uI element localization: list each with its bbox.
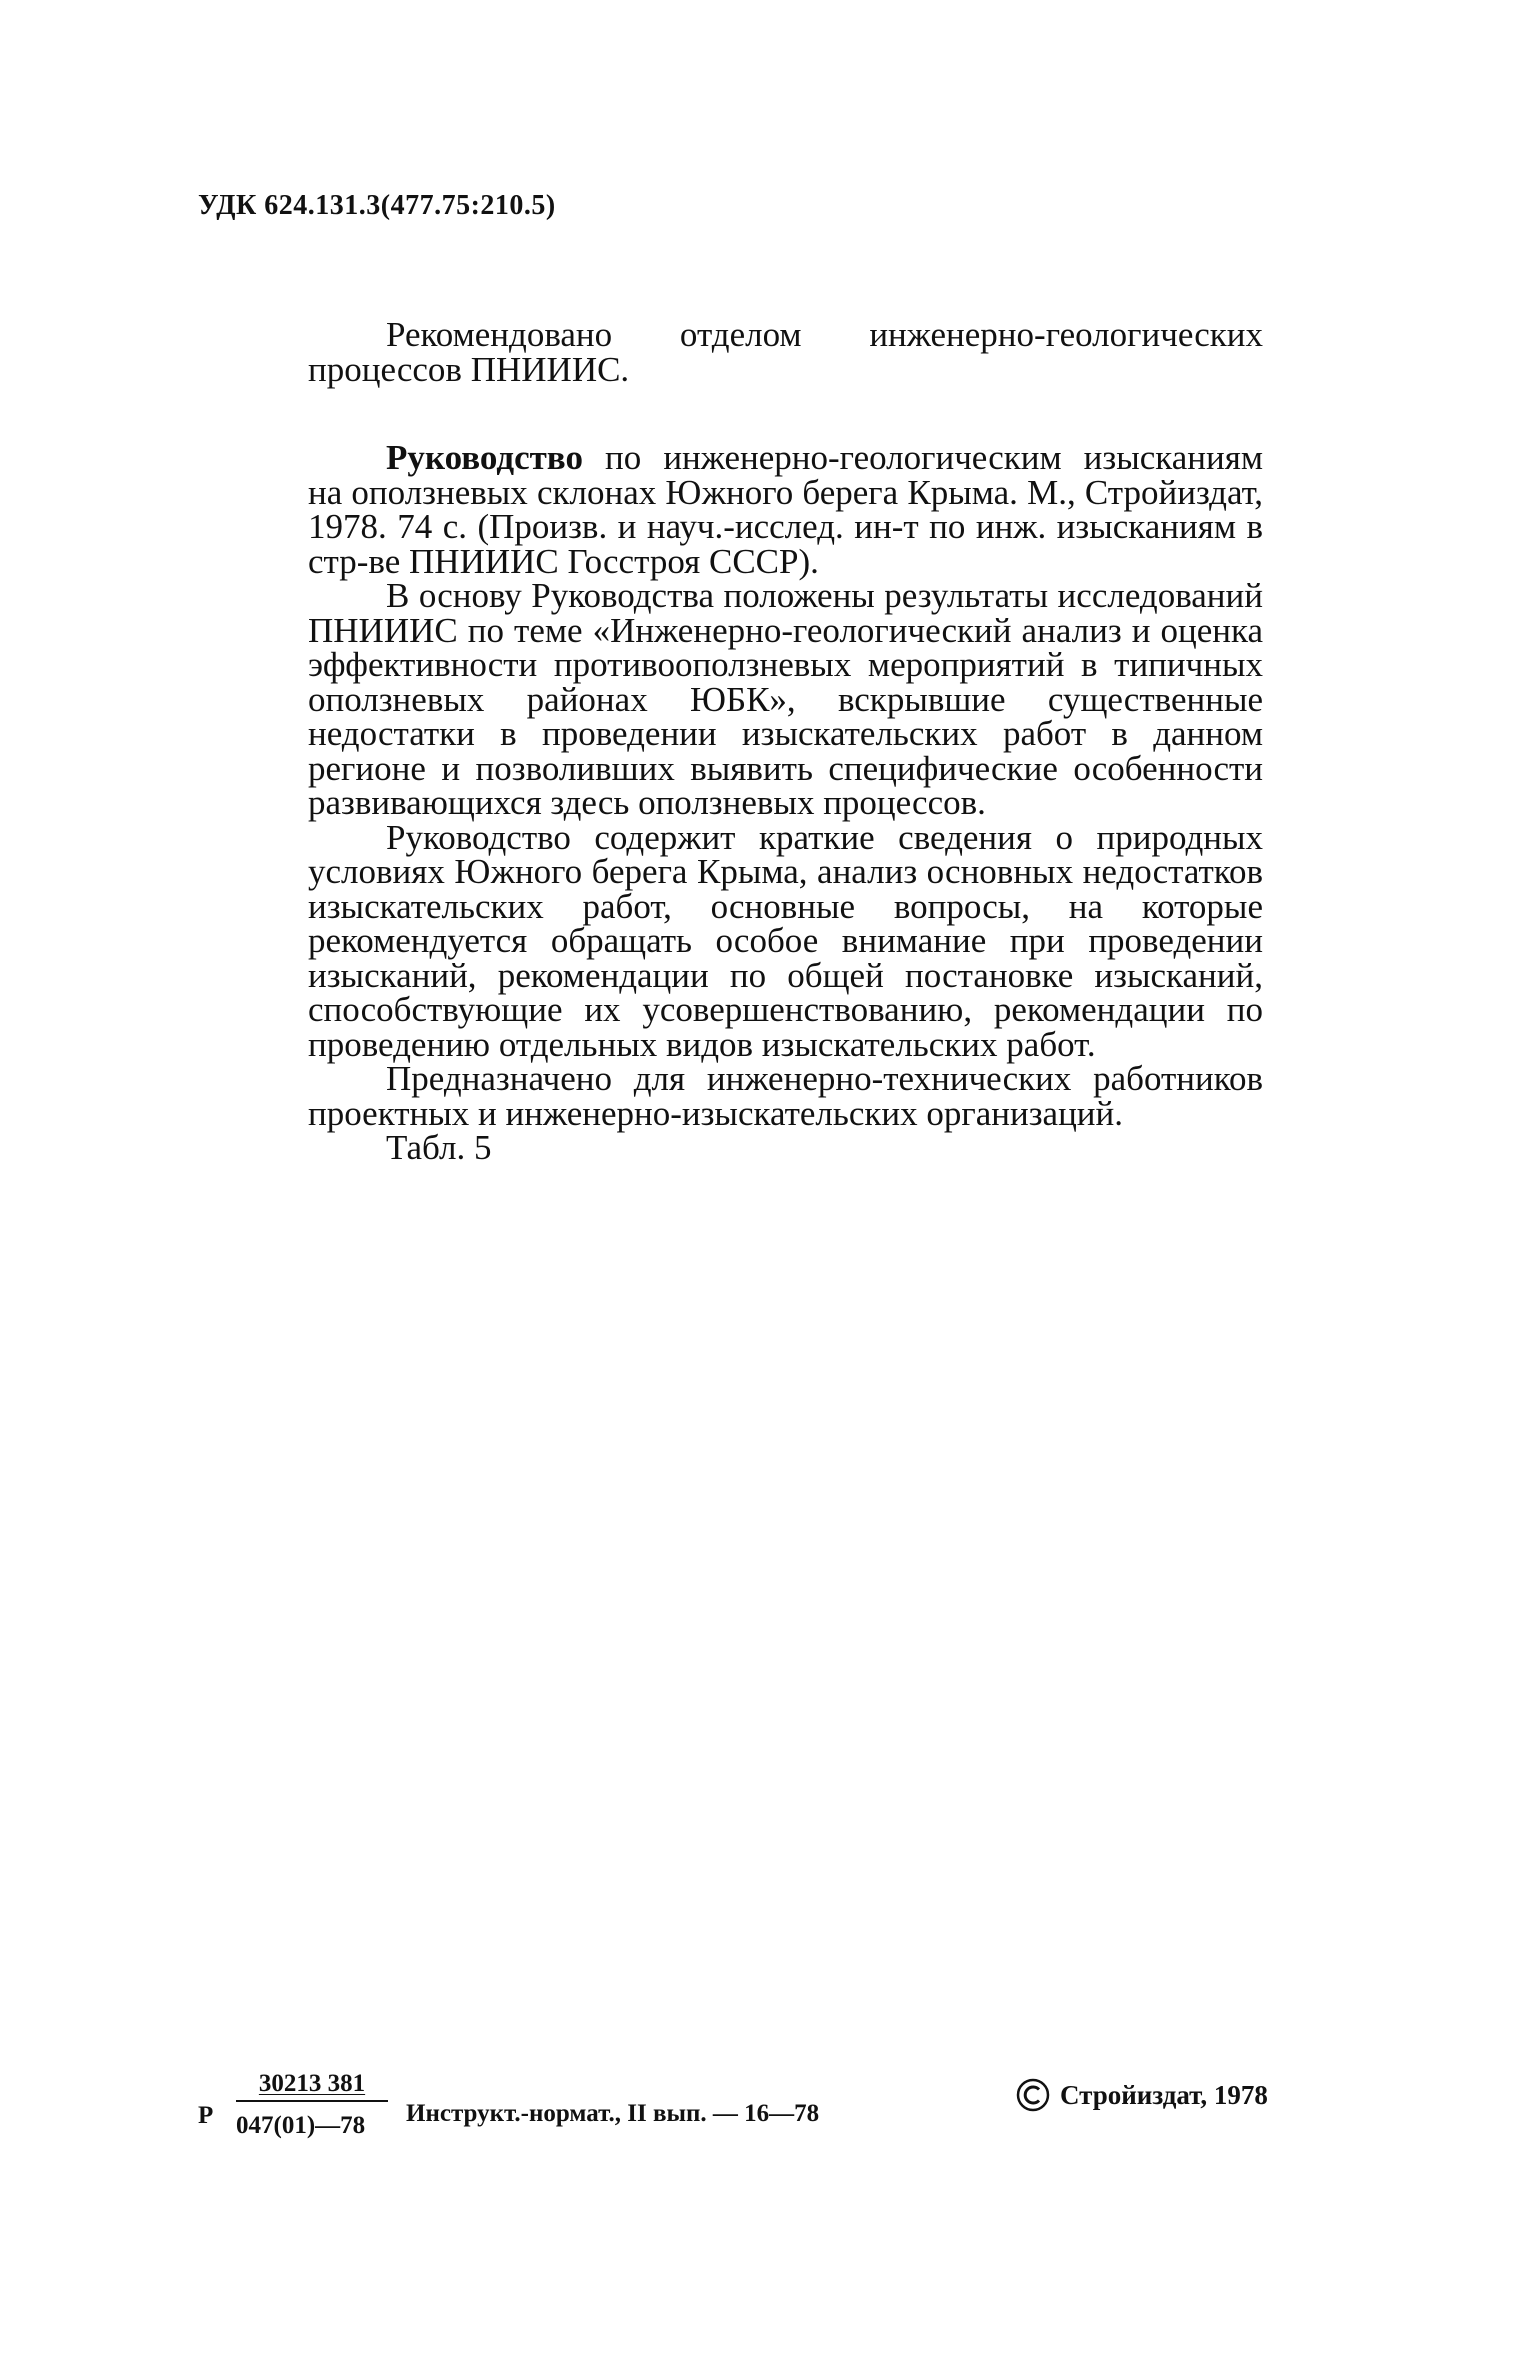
annotation-paragraph: Руководство содержит краткие сведения о природных условиях Южного берега Крыма, анализ основных недостатков изыскательских работ, основные вопросы, на которые рекомендуется обращать особое внимание при проведении изысканий, рекомендации по общей постановке изысканий, способствующие их усовершенствованию, рекомендации по проведению отдельных видов изыскательских работ.: [308, 817, 1263, 1064]
recommendation-note: Рекомендовано отделом инженерно-геологических процессов ПНИИИС.: [308, 315, 1263, 389]
udc-code: УДК 624.131.3(477.75:210.5): [198, 190, 556, 221]
index-numerator: 30213 381: [236, 2070, 388, 2102]
series-info: Инструкт.-нормат., II вып. — 16—78: [406, 2100, 820, 2127]
copyright-icon: [1016, 2078, 1050, 2112]
copyright-text: Стройиздат, 1978: [1060, 2079, 1268, 2110]
imprint-footer: [198, 2070, 1338, 2180]
annotation-paragraph: Предназначено для инженерно-технических работников проектных и инженерно-изыскательских организаций.: [308, 1059, 1263, 1133]
copyright: [1016, 2078, 1268, 2112]
bibliographic-details: по инженерно-геологическим изысканиям на оползневых склонах Южного берега Крыма. М., Стройиздат, 1978. 74 с. (Произв. и науч.-исслед. ин-т по инж. изысканиям в стр-ве ПНИИИС Госстроя СССР).: [308, 438, 1264, 581]
index-denominator: 047(01)—78: [236, 2112, 366, 2139]
bibliographic-entry: [308, 438, 1264, 581]
index-letter: Р: [198, 2102, 214, 2129]
annotation: [308, 438, 1264, 1167]
annotation-title: Руководство: [386, 438, 583, 477]
annotation-paragraph: В основу Руководства положены результаты исследований ПНИИИС по теме «Инженерно-геологический анализ и оценка эффективности противооползневых мероприятий в типичных оползневых районах ЮБК», вскрывшие существенные недостатки в проведении изыскательских работ в данном регионе и позволивших выявить специфические особенности развивающихся здесь оползневых процессов.: [308, 576, 1263, 822]
tables-note: Табл. 5: [386, 1128, 492, 1167]
index-fraction: [236, 2070, 388, 2140]
